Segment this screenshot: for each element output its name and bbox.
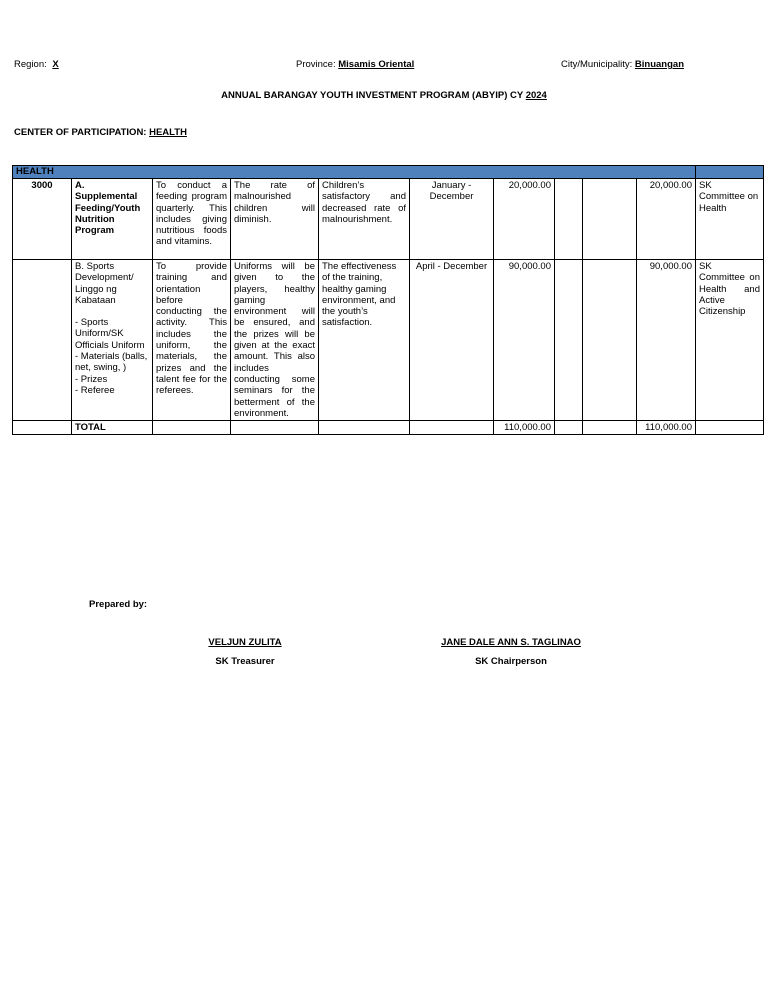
program-detail: - Materials (balls, net, swing, ) — [75, 351, 148, 374]
prepared-by-label: Prepared by: — [89, 599, 148, 610]
expected-result-cell: Uniforms will be given to the players, healthy gaming environment will be ensured, and the prizes will be given at the exact amount. This also includes conducting some seminars for the betterment of the environment. — [231, 260, 319, 421]
center-label: CENTER OF PARTICIPATION: — [14, 127, 147, 138]
total-row-empty — [153, 421, 231, 435]
objective-cell: To provide training and orientation before conducting the activity. This includes the uniform, the materials, the prizes and the talent fee for the referees. — [153, 260, 231, 421]
co-cell — [555, 179, 583, 260]
responsible-cell: SK Committee on Health — [696, 179, 764, 260]
total-row — [13, 421, 764, 435]
total-row-empty — [319, 421, 410, 435]
document-title — [0, 90, 768, 101]
center-value: HEALTH — [149, 127, 187, 138]
total-row-empty — [231, 421, 319, 435]
indicator-cell: Children’s satisfactory and decreased rate of malnourishment. — [319, 179, 410, 260]
table-row — [13, 260, 764, 421]
ps-cell — [583, 179, 637, 260]
signatory-name: JANE DALE ANN S. TAGLINAO — [441, 637, 581, 648]
program-title: B. Sports Development/ Linggo ng Kabataan — [75, 261, 134, 306]
program-cell — [72, 260, 153, 421]
total-row-empty — [555, 421, 583, 435]
total-grand: 110,000.00 — [637, 421, 696, 435]
center-of-participation — [14, 127, 187, 138]
objective-cell: To conduct a feeding program quarterly. This includes giving nutritious foods and vitamins. — [153, 179, 231, 260]
program-detail: - Referee — [75, 384, 115, 396]
category-empty-cell — [696, 166, 764, 179]
province-label: Province: — [296, 59, 336, 70]
total-row-empty — [696, 421, 764, 435]
abyip-table — [12, 165, 764, 435]
signatory-name: VELJUN ZULITA — [208, 637, 282, 648]
table-row — [13, 179, 764, 260]
total-row-empty — [410, 421, 494, 435]
category-label: HEALTH — [13, 166, 696, 179]
co-cell — [555, 260, 583, 421]
region-field — [14, 59, 63, 70]
total-mooe: 110,000.00 — [494, 421, 555, 435]
province-value: Misamis Oriental — [338, 59, 415, 70]
province-field — [296, 59, 414, 70]
total-label: TOTAL — [72, 421, 153, 435]
total-cell: 20,000.00 — [637, 179, 696, 260]
total-row-empty — [583, 421, 637, 435]
code-cell — [13, 260, 72, 421]
total-row-empty — [13, 421, 72, 435]
region-value: X — [52, 59, 59, 70]
mooe-cell: 20,000.00 — [494, 179, 555, 260]
city-value: Binuangan — [634, 59, 685, 70]
expected-result-cell: The rate of malnourished children will diminish. — [231, 179, 319, 260]
total-cell: 90,000.00 — [637, 260, 696, 421]
program-detail: - Prizes — [75, 373, 108, 385]
category-row — [13, 166, 764, 179]
signatory-right — [401, 637, 621, 667]
code-cell: 3000 — [13, 179, 72, 260]
period-cell: January - December — [410, 179, 494, 260]
program-cell: A. Supplemental Feeding/Youth Nutrition Program — [72, 179, 153, 260]
signatory-position: SK Chairperson — [475, 656, 547, 667]
city-field — [561, 59, 687, 70]
ps-cell — [583, 260, 637, 421]
title-text: ANNUAL BARANGAY YOUTH INVESTMENT PROGRAM (ABYIP) CY — [221, 90, 524, 101]
region-label: Region: — [14, 59, 47, 70]
mooe-cell: 90,000.00 — [494, 260, 555, 421]
indicator-cell: The effectiveness of the training, healthy gaming environment, and the youth’s satisfaction. — [319, 260, 410, 421]
period-cell: April - December — [410, 260, 494, 421]
signatory-left — [135, 637, 355, 667]
responsible-cell: SK Committee on Health and Active Citizenship — [696, 260, 764, 421]
signatory-position: SK Treasurer — [215, 656, 275, 667]
city-label: City/Municipality: — [561, 59, 633, 70]
program-detail: - Sports Uniform/SK Officials Uniform — [75, 317, 145, 351]
title-year: 2024 — [525, 90, 547, 101]
